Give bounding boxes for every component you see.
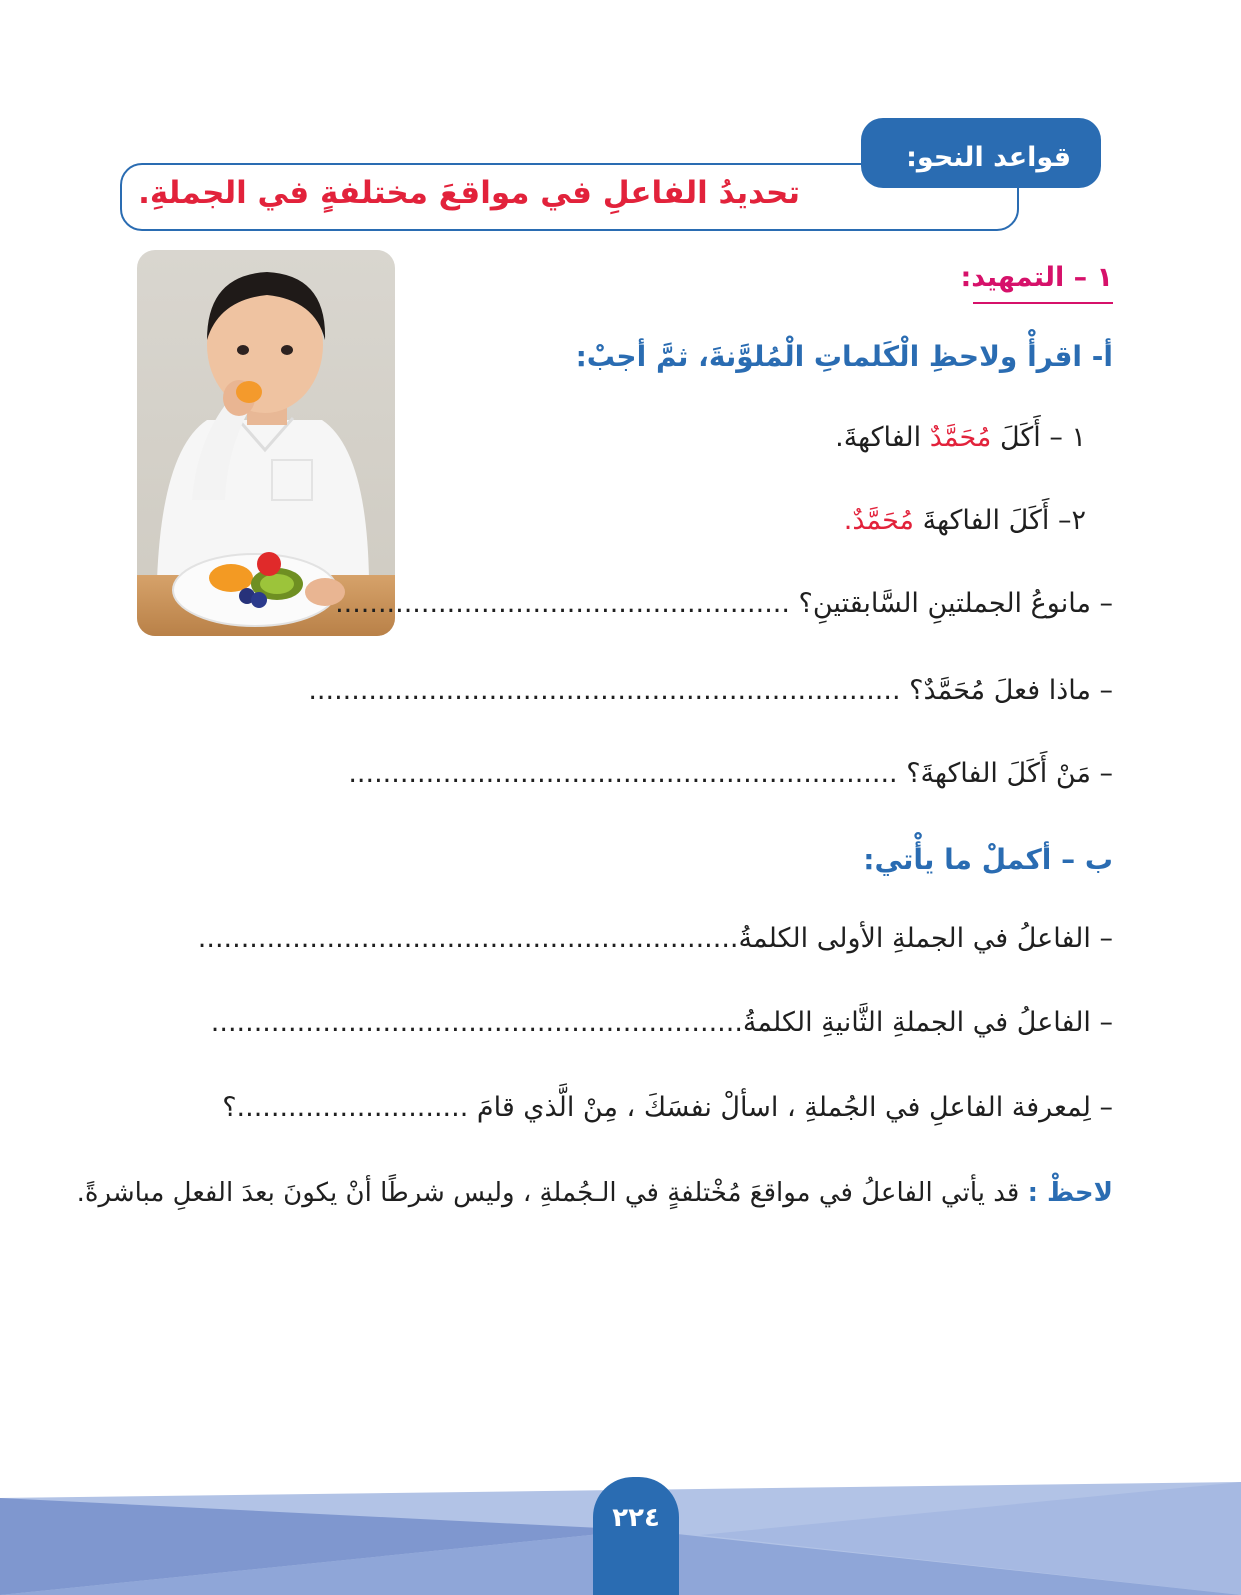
answer-blank[interactable]: ..................................................................... [308, 675, 901, 706]
sentence-number: ٢– [1057, 505, 1086, 536]
highlighted-subject: مُحَمَّدٌ. [843, 505, 915, 536]
item-text: – الفاعلُ في الجملةِ الأولى الكلمةُ [738, 923, 1113, 954]
question-text: – ماذا فعلَ مُحَمَّدٌ؟ [909, 675, 1113, 706]
completion-item-2 [211, 1007, 1113, 1038]
note [77, 1178, 1113, 1208]
completion-item-1 [198, 923, 1113, 954]
sentence-number: ١ – [1049, 422, 1086, 453]
question-2 [308, 675, 1113, 706]
answer-blank[interactable]: ................................................................ [348, 758, 898, 789]
completion-item-3 [222, 1092, 1113, 1123]
sentence-text: أَكَلَ [999, 422, 1041, 453]
page-number-tab [593, 1477, 679, 1595]
note-label: لاحظْ : [1027, 1178, 1113, 1208]
question-3 [348, 758, 1113, 789]
intro-underline [973, 302, 1113, 304]
sentence-text: أَكَلَ الفاكهةَ [922, 505, 1050, 536]
item-text: – لِمعرفة الفاعلِ في الجُملةِ ، اسألْ نفسَكَ ، مِنْ الَّذي قامَ [476, 1092, 1113, 1123]
example-sentence-1 [835, 422, 1086, 453]
note-text: قد يأتي الفاعلُ في مواقعَ مُخْتلفةٍ في الـجُملةِ ، وليس شرطًا أنْ يكونَ بعدَ الفعلِ مباشرةً. [76, 1178, 1020, 1208]
question-text: – مَنْ أَكَلَ الفاكهةَ؟ [906, 758, 1113, 789]
answer-blank[interactable]: .............................................................. [210, 1007, 743, 1038]
answer-blank[interactable]: ..................................................... [335, 588, 790, 619]
section-label: قواعد النحو: [906, 142, 1071, 173]
highlighted-subject: مُحَمَّدٌ [929, 422, 992, 453]
section-tab [861, 118, 1101, 188]
child-eating-fruit-image [137, 250, 395, 636]
example-sentence-2 [844, 505, 1086, 536]
answer-blank[interactable]: ...........................؟ [222, 1092, 469, 1123]
intro-heading: ١ – التمهيد: [960, 262, 1113, 293]
sentence-text: الفاكهةَ. [835, 422, 922, 453]
question-1 [335, 588, 1113, 619]
page-number: ٢٢٤ [612, 1503, 660, 1533]
answer-blank[interactable]: ............................................................... [197, 923, 739, 954]
part-b-instruction: ب – أكملْ ما يأْتي: [863, 843, 1113, 876]
item-text: – الفاعلُ في الجملةِ الثَّانيةِ الكلمةُ [742, 1007, 1113, 1038]
part-a-instruction: أ- اقرأْ ولاحظِ الْكَلماتِ الْمُلوَّنةَ، ثمَّ أجبْ: [575, 340, 1113, 373]
lesson-title: تحديدُ الفاعلِ في مواقعَ مختلفةٍ في الجملةِ. [138, 175, 800, 211]
question-text: – مانوعُ الجملتينِ السَّابقتينِ؟ [798, 588, 1113, 619]
